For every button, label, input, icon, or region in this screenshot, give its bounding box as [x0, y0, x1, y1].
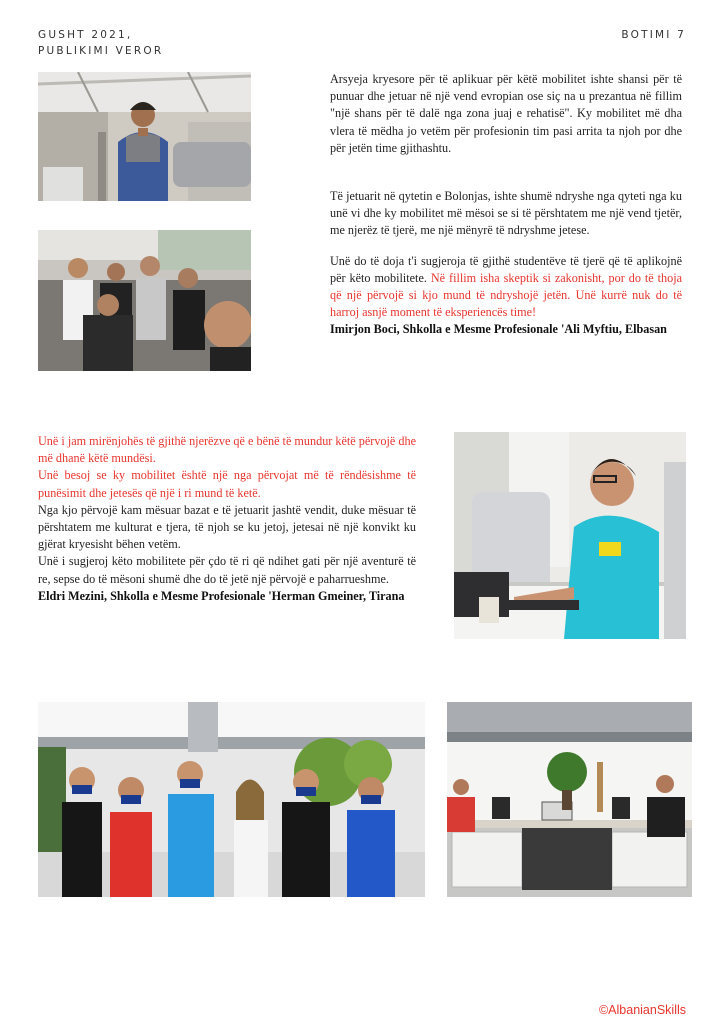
story1-paragraph3-text: Unë do të doja t'i sugjeroja të gjithë studentëve të tjerë që të aplikojnë për këto mobilitete. — [330, 253, 682, 285]
student-laptop-photo — [454, 432, 686, 639]
story1-text — [330, 71, 682, 339]
office-photo — [447, 702, 692, 897]
copyright-notice: ©AlbanianSkills — [598, 1003, 686, 1017]
issue-date-line1: GUSHT 2021, — [38, 29, 133, 41]
students-group-photo — [38, 702, 425, 897]
story1-paragraph2: Të jetuarit në qytetin e Bolonjas, ishte shumë ndryshe nga qyteti nga ku unë vi dhe ky mobilitet më mësoi se si të përshtatem me një vend tjetër, me njerëz të tjerë, me një mënyrë të ndryshme jetese. — [330, 189, 682, 238]
story1-signature: Imirjon Boci, Shkolla e Mesme Profesionale 'Ali Myftiu, Elbasan — [330, 322, 667, 337]
story2-paragraph1: Nga kjo përvojë kam mësuar bazat e të jetuarit jashtë vendit, duke mësuar të përshtatem me kulturat e tjera, të njoh se ku jetoj, jetesai në një konvikt ku gjërat kryesisht bëhen vetëm. — [38, 502, 416, 552]
issue-date-line2: PUBLIKIMI VEROR — [38, 45, 164, 57]
workshop-photo — [38, 72, 251, 201]
story2-signature: Eldri Mezini, Shkolla e Mesme Profesionale 'Herman Gmeiner, Tirana — [38, 588, 405, 603]
edition-label: BOTIMI 7 — [621, 29, 686, 41]
story2-highlight2: Unë besoj se ky mobilitet është një nga përvojat më të rëndësishme të punësimit dhe jetesës që një i ri mund të ketë. — [38, 468, 416, 500]
issue-date — [38, 27, 163, 59]
story2-paragraph2: Unë i sugjeroj këto mobilitete për çdo të ri që ndihet gati për një aventurë të re, sepse do të mësoni shumë dhe do të jetë një përvojë e paharrueshme. — [38, 554, 416, 586]
group-selfie-photo — [38, 230, 251, 371]
story2-highlight1: Unë i jam mirënjohës të gjithë njerëzve që e bënë të mundur këtë përvojë dhe më dhanë këtë mundësi. — [38, 434, 416, 466]
story1-paragraph3 — [330, 253, 682, 322]
story1-paragraph3-highlight: Në fillim isha skeptik si zakonisht, por do të thoja që një përvojë si kjo mund të ndryshojë jetën. Unë kurrë nuk do të harroj asnjë moment të eksperiencës time! — [330, 270, 682, 320]
story2-text — [38, 433, 416, 605]
story1-paragraph1: Arsyeja kryesore për të aplikuar për këtë mobilitet ishte shansi për të punuar dhe jetuar në një vend evropian ose siç na u prezantua në fillim "një shans për të dalë nga zona juaj e rehatisë". Ky mobilitet më dha vlera të mëdha jo vetëm për profesionin tim pasi arrita ta njoh por dhe për jetën time gjithashtu. — [330, 72, 682, 155]
